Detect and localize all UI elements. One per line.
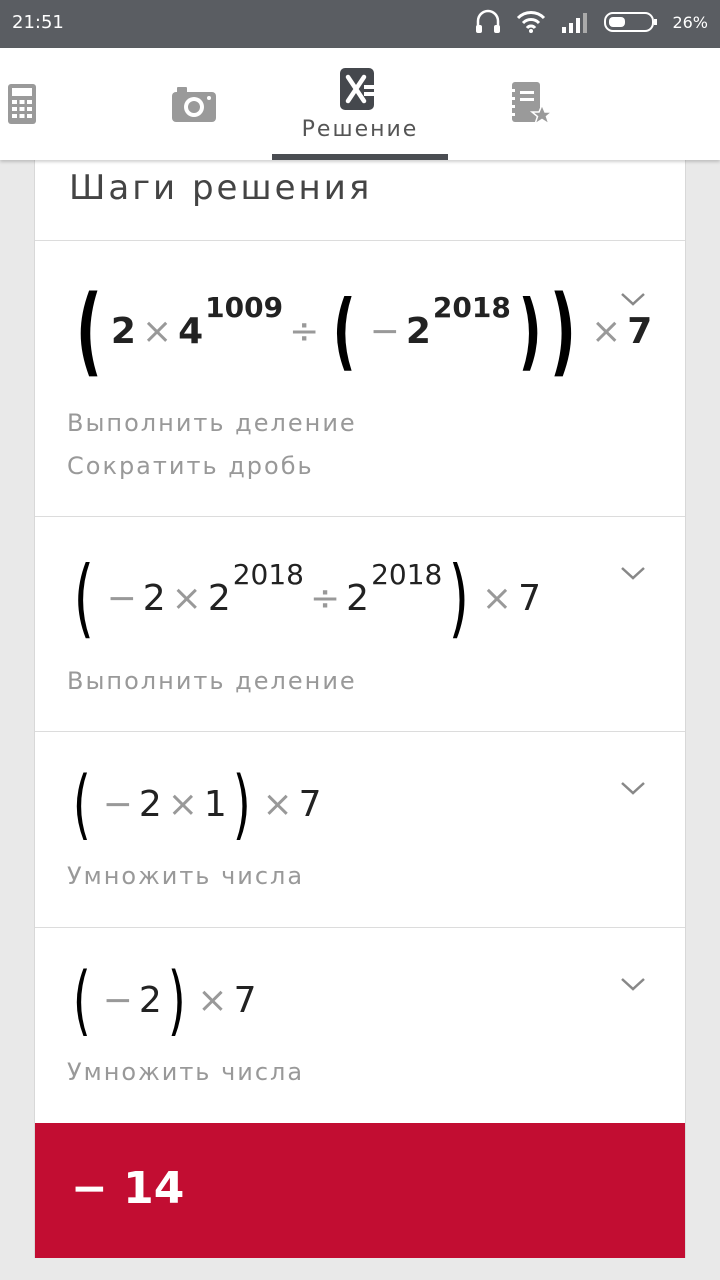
steps-header [35,160,685,241]
operator: × [481,577,513,619]
operator: − [369,310,400,352]
term: 2 [405,310,431,352]
chevron-down-icon[interactable] [619,559,647,587]
status-icons [474,9,708,35]
paren-open: ( [73,548,94,648]
answer-bar [35,1123,685,1258]
operator: × [197,979,228,1021]
operator: − [106,577,137,619]
wifi-icon [516,10,546,34]
tab-calculator[interactable] [0,48,44,160]
step-4[interactable] [35,928,685,1123]
step-3-description: Умножить числа [67,862,305,890]
term: 7 [627,310,653,352]
step-2-expression [67,548,541,648]
step-2[interactable] [35,517,685,732]
step-2-description: Выполнить деление [67,667,357,695]
paren-close: ) [550,275,577,387]
battery-icon [604,11,658,33]
step-4-expression [67,955,257,1044]
x-solve-icon [339,67,381,111]
paren-close: ) [167,955,186,1044]
status-time: 21:51 [12,12,64,33]
tab-notebook[interactable] [500,48,560,160]
headphones-icon [474,9,502,35]
answer-value: − 14 [71,1163,185,1214]
paren-close: ) [518,282,542,380]
solution-steps-panel [34,160,686,1258]
exponent: 2018 [371,557,443,591]
operator: × [141,310,173,352]
term: 7 [298,783,322,825]
chevron-down-icon[interactable] [619,970,647,998]
calculator-icon [7,83,37,125]
term: 4 [178,310,204,352]
operator: − [102,783,133,825]
term: 2 [110,310,136,352]
exponent: 2018 [432,290,511,324]
operator: − [102,979,133,1021]
term: 2 [207,577,231,619]
camera-icon [171,85,217,123]
paren-close: ) [449,548,470,648]
step-3-expression [67,759,322,848]
battery-percent: 26% [672,12,708,32]
active-tab-indicator [272,154,448,160]
term: 2 [138,783,162,825]
chevron-down-icon[interactable] [619,774,647,802]
step-3[interactable] [35,732,685,928]
paren-open: ( [72,955,91,1044]
tab-solution-label: Решение [301,116,419,142]
exponent: 1009 [205,290,284,324]
steps-title: Шаги решения [69,168,373,208]
paren-open: ( [332,282,356,380]
operator: × [591,310,622,352]
term: 7 [518,577,541,619]
step-1-expression [67,275,653,387]
step-1-description: Сократить дробь [67,452,314,480]
paren-open: ( [72,759,91,848]
term: 2 [346,577,370,619]
operator: × [262,783,293,825]
term: 2 [138,979,162,1021]
tab-solution[interactable] [272,48,448,160]
term: 1 [203,783,227,825]
term: 2 [142,577,166,619]
step-1-description: Выполнить деление [67,409,357,437]
signal-icon [560,11,590,33]
chevron-down-icon[interactable] [619,285,647,313]
notebook-star-icon [506,81,554,127]
top-toolbar [0,48,720,160]
tab-camera[interactable] [150,48,238,160]
paren-close: ) [232,759,251,848]
step-4-description: Умножить числа [67,1058,305,1086]
term: 7 [233,979,257,1021]
operator: ÷ [289,310,320,352]
operator: × [171,577,202,619]
status-bar [0,0,720,48]
operator: ÷ [309,577,341,619]
paren-open: ( [75,275,103,387]
operator: × [167,783,198,825]
exponent: 2018 [232,557,304,591]
step-1[interactable] [35,241,685,517]
